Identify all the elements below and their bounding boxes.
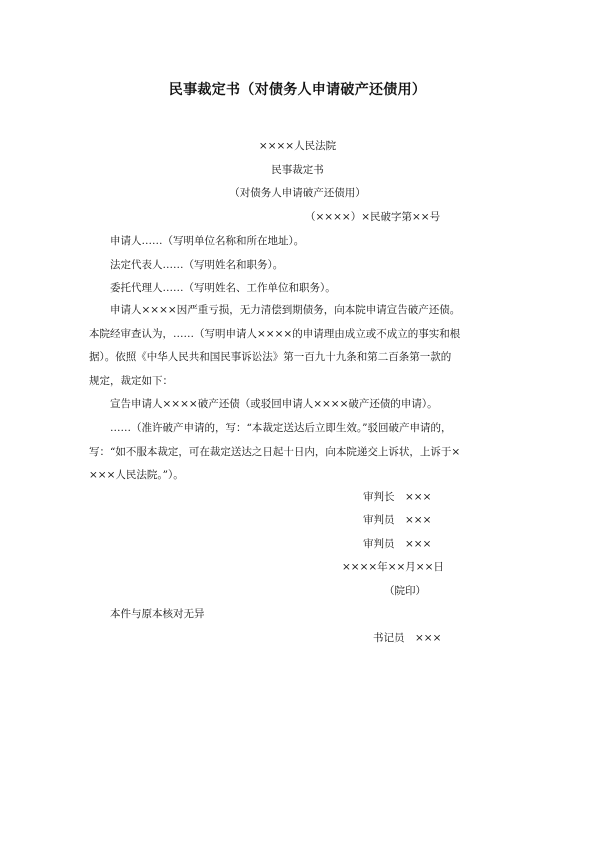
ruling-date: ××××年××月××日 <box>342 561 444 573</box>
judge-signature-2: 审判员 ××× <box>363 538 432 550</box>
court-seal: （院印） <box>384 585 426 597</box>
verification-line: 本件与原本核对无异 <box>110 608 205 620</box>
document-title: 民事裁定书（对债务人申请破产还债用） <box>168 82 427 98</box>
legal-representative-line: 法定代表人……（写明姓名和职务）。 <box>110 259 284 271</box>
agent-line: 委托代理人……（写明姓名、工作单位和职务）。 <box>110 282 336 294</box>
applicant-line: 申请人……（写明单位名称和所在地址）。 <box>110 235 305 247</box>
document-type: 民事裁定书 <box>271 164 324 176</box>
document-subtitle: （对债务人申请破产还债用） <box>229 187 366 199</box>
case-number: （××××）×民破字第××号 <box>305 211 441 223</box>
ruling-paragraph: 宣告申请人××××破产还债（或驳回申请人××××破产还债的申请）。 <box>110 398 438 410</box>
court-name: ××××人民法院 <box>258 140 337 152</box>
body-paragraph: 申请人××××因严重亏损，无力清偿到期债务，向本院申请宣告破产还债。本院经审查认为，……（写明申请人××××的申请理由成立或不成立的事实和根据）。依照《中华人民共和国民事诉讼法》第一百九十九条和第二百条第一款的规定，裁定如下： <box>89 304 461 387</box>
chief-judge-signature: 审判长 ××× <box>363 491 432 503</box>
appeal-note-paragraph: ……（准许破产申请的，写：“本裁定送达后立即生效。”驳回破产申请的，写：“如不服本裁定，可在裁定送达之日起十日内，向本院递交上诉状，上诉于××××人民法院。”）。 <box>89 422 461 481</box>
judge-signature-1: 审判员 ××× <box>363 514 432 526</box>
clerk-signature: 书记员 ××× <box>373 632 442 644</box>
